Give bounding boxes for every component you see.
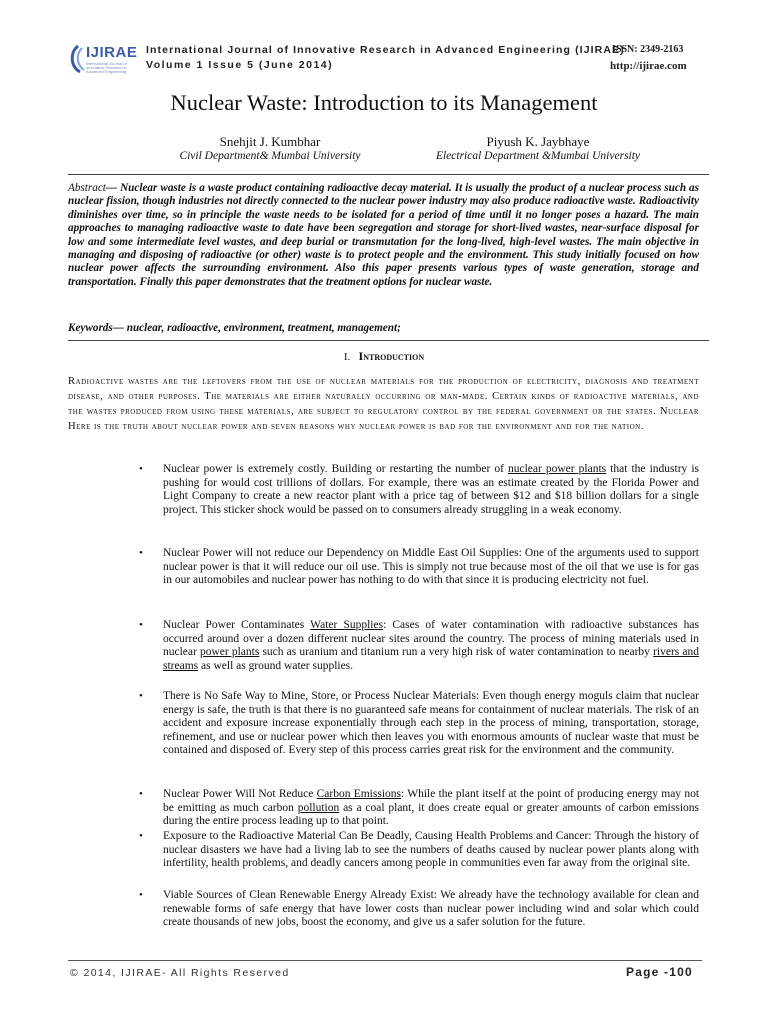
intro-paragraph: Radioactive wastes are the leftovers from the use of nuclear materials for the production of electricity, diagnosis and treatment disease, and other purposes. The materials are either naturally occurring or man-made. Certain kinds of radioactive materials, and the wastes produced from using these materials, are subject to regulatory control by the federal government or the states. Nuclear Here is the truth about nuclear power and seven reasons why nuclear power is bad for the environment and for the nation. — [68, 376, 699, 432]
bullet-text: Nuclear Power will not reduce our Dependency on Middle East Oil Supplies: One of the arguments used to support nuclear power is that it will reduce our oil use. This is simply not true because most of the oil that we use is for gas in our automobiles and nuclear power has nothing to do with that since it is producing electricity not fuel. — [163, 547, 699, 586]
paper-title: Nuclear Waste: Introduction to its Management — [170, 90, 598, 115]
bullet-text: Nuclear Power Contaminates — [163, 619, 311, 631]
bullet-marker: • — [139, 463, 143, 475]
bullet-text: such as uranium and titanium run a very high risk of water contamination to nearby — [259, 646, 654, 658]
journal-url[interactable]: http://ijirae.com — [610, 60, 687, 72]
bullet-marker: • — [139, 889, 143, 901]
bullet-item — [163, 889, 699, 930]
volume-issue: Volume 1 Issue 5 (June 2014) — [146, 59, 334, 71]
link-water-supplies[interactable]: Water Supplies — [310, 619, 384, 631]
bullet-item — [163, 788, 699, 829]
link-pollution[interactable]: pollution — [297, 801, 340, 814]
section-heading — [0, 349, 768, 364]
bullet-marker: • — [139, 619, 143, 631]
footer-copyright: © 2014, IJIRAE- All Rights Reserved — [70, 967, 290, 979]
bullet-item — [163, 619, 699, 673]
abstract — [68, 182, 699, 289]
bullet-text: as a coal plant, it does create equal or greater amounts of carbon emissions during the entire process leading up to that point. — [163, 801, 699, 827]
divider — [68, 340, 709, 341]
keywords-text: — nuclear, radioactive, environment, treatment, management; — [112, 322, 401, 334]
page-number: Page -100 — [626, 965, 693, 979]
logo-swirl-icon — [68, 44, 88, 74]
link-rivers-and-streams[interactable]: rivers and streams — [163, 646, 699, 672]
journal-name: International Journal of Innovative Research in Advanced Engineering (IJIRAE) — [146, 44, 625, 56]
section-title: Introduction — [358, 349, 425, 363]
link-nuclear-power-plants[interactable]: nuclear power plants — [507, 463, 607, 475]
issn: ISSN: 2349-2163 — [612, 44, 684, 55]
bullet-item — [163, 463, 699, 517]
bullet-marker: • — [139, 830, 143, 842]
logo-text: IJIRAE — [86, 44, 138, 61]
bullet-text: Viable Sources of Clean Renewable Energy Already Exist: We already have the technology available for clean and renewable forms of safe energy that have lower costs than nuclear power including wind and solar which could create thousands of new jobs, boost the economy, and give us a safer solution for the future. — [163, 889, 699, 928]
logo-subtext: International Journal of Innovative Research in Advanced Engineering — [86, 61, 127, 74]
bullet-marker: • — [139, 547, 143, 559]
bullet-text: Nuclear power is extremely costly. Building or restarting the number of — [163, 463, 508, 475]
bullet-text: Nuclear Power Will Not Reduce — [163, 788, 317, 800]
abstract-text: — Nuclear waste is a waste product containing radioactive decay material. It is usually the product of a nuclear process such as nuclear fission, though industries not directly connected to the nuclear power industry may also produce radioactive waste. Radioactivity diminishes over time, so in principle the waste needs to be isolated for a period of time until it no longer poses a hazard. The main approaches to managing radioactive waste to date have been segregation and storage for short-lived wastes, near-surface disposal for low and some intermediate level wastes, and deep burial or transmutation for the long-lived, high-level wastes. The main objective in managing and disposing of radioactive (or other) waste is to protect people and the environment. This study initially focused on how nuclear power affects the surrounding environment. Also this paper presents various types of waste generation, storage and transportation. Finally this paper demonstrates that the treatment options for nuclear waste. — [68, 182, 699, 288]
author-2-name: Piyush K. Jaybhaye — [486, 134, 590, 149]
bullet-text: as well as ground water supplies. — [198, 659, 354, 672]
abstract-label: Abstract — [68, 182, 106, 194]
bullet-item — [163, 547, 699, 588]
author-1-affiliation: Civil Department& Mumbai University — [179, 150, 361, 162]
bullet-text: : While the plant itself at the point of producing energy may not be emitting as much carbon — [163, 788, 700, 814]
bullet-item — [163, 690, 699, 758]
footer-divider — [68, 960, 702, 961]
divider — [68, 174, 709, 175]
link-carbon-emissions[interactable]: Carbon Emissions — [316, 788, 401, 800]
bullet-item — [163, 830, 699, 871]
link-power-plants[interactable]: power plants — [199, 646, 260, 658]
section-number: I. — [343, 351, 351, 363]
bullet-text: : Cases of water contamination with radioactive substances has occurred around over a dozen different nuclear sites around the country. The process of mining materials used in nuclear — [163, 619, 699, 658]
author-1-name: Snehjit J. Kumbhar — [219, 134, 321, 149]
bullet-text: Exposure to the Radioactive Material Can Be Deadly, Causing Health Problems and Cancer: Through the history of nuclear disasters we have had a living lab to see the numbers of deaths caused by nuclear power plants along with infertility, health problems, and deadly cancers among people in communities even far away from the original site. — [163, 830, 699, 869]
bullet-text: There is No Safe Way to Mine, Store, or Process Nuclear Materials: Even though energy moguls claim that nuclear energy is safe, the truth is that there is no guaranteed safe means for containment of nuclear materials. The risk of an accident and exposure increase exponentially through each step in the process of mining, transportation, storage, refinement, and use or nuclear power which then leaves you with enormous amounts of nuclear waste that must be contained and disposed of. Every step of this process carries great risk for the environment and the community. — [163, 690, 699, 756]
bullet-marker: • — [139, 788, 143, 800]
author-2-affiliation: Electrical Department &Mumbai University — [435, 150, 641, 162]
keywords — [68, 322, 699, 334]
bullet-marker: • — [139, 690, 143, 702]
bullet-text: that the industry is pushing for would cost trillions of dollars. For example, there was an estimate created by the Florida Power and Light Company to create a new reactor plant with a price tag of between $12 and $18 billion dollars for a single project. This sticker shock would be passed on to consumers already struggling in a weak economy. — [163, 463, 699, 516]
keywords-label: Keywords — [68, 322, 113, 334]
